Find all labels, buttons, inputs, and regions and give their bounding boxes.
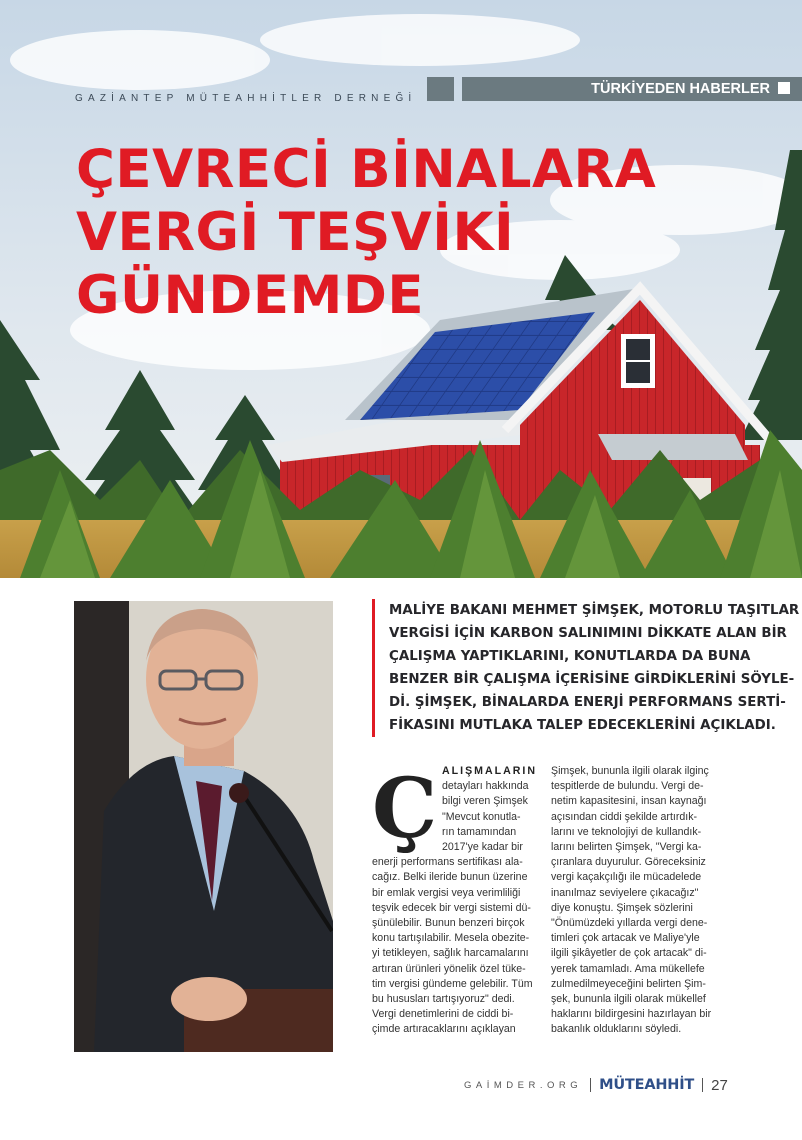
title-line: GÜNDEMDE — [76, 265, 425, 326]
title-line: ÇEVRECİ BİNALARA — [76, 139, 657, 200]
body-line: konu tartışılabilir. Mesela obezite- — [372, 932, 530, 945]
body-line: ilgili şikâyetler de çok artacak" di- — [551, 947, 707, 960]
minister-photo — [74, 601, 333, 1052]
section-label — [462, 77, 802, 101]
lead-line: ÇALIŞMA YAPTIKLARINI, KONUTLARDA DA BUNA — [389, 649, 751, 664]
lead-line: VERGİSİ İÇİN KARBON SALINIMINI DİKKATE ALAN BİR — [389, 626, 787, 641]
body-line: "Önümüzdeki yıllarda vergi dene- — [551, 917, 708, 930]
square-icon — [778, 82, 790, 94]
body-line: netim kapasitesini, insan kaynağı — [551, 795, 707, 808]
title-line: VERGİ TEŞVİKİ — [76, 202, 515, 263]
body-line: diye konuştu. Şimşek sözlerini — [551, 901, 693, 914]
section-title: TÜRKİYEDEN HABERLER — [591, 81, 770, 97]
association-name: GAZİANTEP MÜTEAHHİTLER DERNEĞİ — [75, 93, 417, 104]
body-line: şünülebilir. Bunun benzeri birçok — [372, 917, 525, 930]
page-number: 27 — [711, 1076, 728, 1094]
body-line: çıranlara duyurulur. Göreceksiniz — [551, 856, 706, 869]
body-line: zulmedilmeyeceğini belirten Şim- — [551, 977, 706, 990]
body-line: bilgi veren Şimşek — [442, 795, 528, 808]
body-line: artıran ürünleri yönelik özel tüke- — [372, 962, 526, 975]
body-line: bu hususları tartışıyoruz" dedi. — [372, 993, 515, 1006]
body-line: şek, bununla ilgili olarak mükellef — [551, 993, 706, 1006]
body-line: bir emlak vergisi veya verimliliği — [372, 886, 521, 899]
lead-line: FİKASINI MUTLAKA TALEP EDECEKLERİNİ AÇIKLADI. — [389, 718, 776, 733]
body-line: Şimşek, bununla ilgili olarak ilginç — [551, 765, 709, 777]
body-line: cağız. Belki ileride bunun üzerine — [372, 871, 528, 884]
magazine-logo: MÜTEAHHİT — [599, 1077, 695, 1093]
page-footer — [464, 1075, 728, 1095]
body-line: açısından ciddi şekilde artırdık- — [551, 810, 698, 823]
body-line: yi tetikleyen, sağlık harcamalarını — [372, 947, 529, 960]
footer-divider — [702, 1078, 703, 1092]
body-line: Vergi denetimlerini de ciddi bi- — [372, 1008, 514, 1021]
body-line: enerji performans sertifikası ala- — [372, 856, 523, 869]
body-line: inanılmaz seviyelere çıkacağız" — [551, 886, 699, 899]
body-line: detayları hakkında — [442, 780, 529, 793]
body-line: ALIŞMALARIN — [442, 765, 537, 777]
article-lead — [372, 599, 800, 737]
body-line: larını ve teknolojiyi de kullandık- — [551, 825, 702, 838]
body-line: timleri çok artacak ve Maliye'yle — [551, 932, 700, 945]
body-line: tespitlerde de bulundu. Vergi de- — [551, 780, 704, 793]
body-line: bakanlık olduklarını söyledi. — [551, 1023, 682, 1036]
body-line: haklarını bildirgesini hazırlayan bir — [551, 1008, 712, 1021]
body-column-2 — [551, 764, 716, 1038]
body-line: yerek tamamladı. Ama mükellefe — [551, 962, 705, 975]
body-line: 2017'ye kadar bir — [442, 841, 523, 854]
body-line: çimde artıracaklarını açıklayan — [372, 1023, 516, 1036]
footer-website: GAİMDER.ORG — [464, 1079, 583, 1091]
drop-cap: Ç — [372, 761, 438, 857]
article-title — [76, 138, 656, 327]
body-line: teşvik edecek bir vergi sistemi dü- — [372, 901, 531, 914]
body-line: larını belirten Şimşek, "Vergi ka- — [551, 841, 702, 854]
body-line: "Mevcut konutla- — [442, 810, 521, 823]
lead-line: Dİ. ŞİMŞEK, BİNALARDA ENERJİ PERFORMANS SERTİ- — [389, 695, 786, 710]
body-line: tim vergisi gündeme gelebilir. Tüm — [372, 977, 533, 990]
lead-line: MALİYE BAKANI MEHMET ŞİMŞEK, MOTORLU TAŞITLAR — [389, 603, 800, 618]
body-line: rın tamamından — [442, 825, 517, 838]
header-accent-block — [427, 77, 454, 101]
body-line: vergi kaçakçılığı ile mücadelede — [551, 871, 702, 884]
lead-line: BENZER BİR ÇALIŞMA İÇERİSİNE GİRDİKLERİNİ SÖYLE- — [389, 672, 795, 687]
body-column-1 — [372, 761, 537, 1038]
footer-divider — [590, 1078, 591, 1092]
